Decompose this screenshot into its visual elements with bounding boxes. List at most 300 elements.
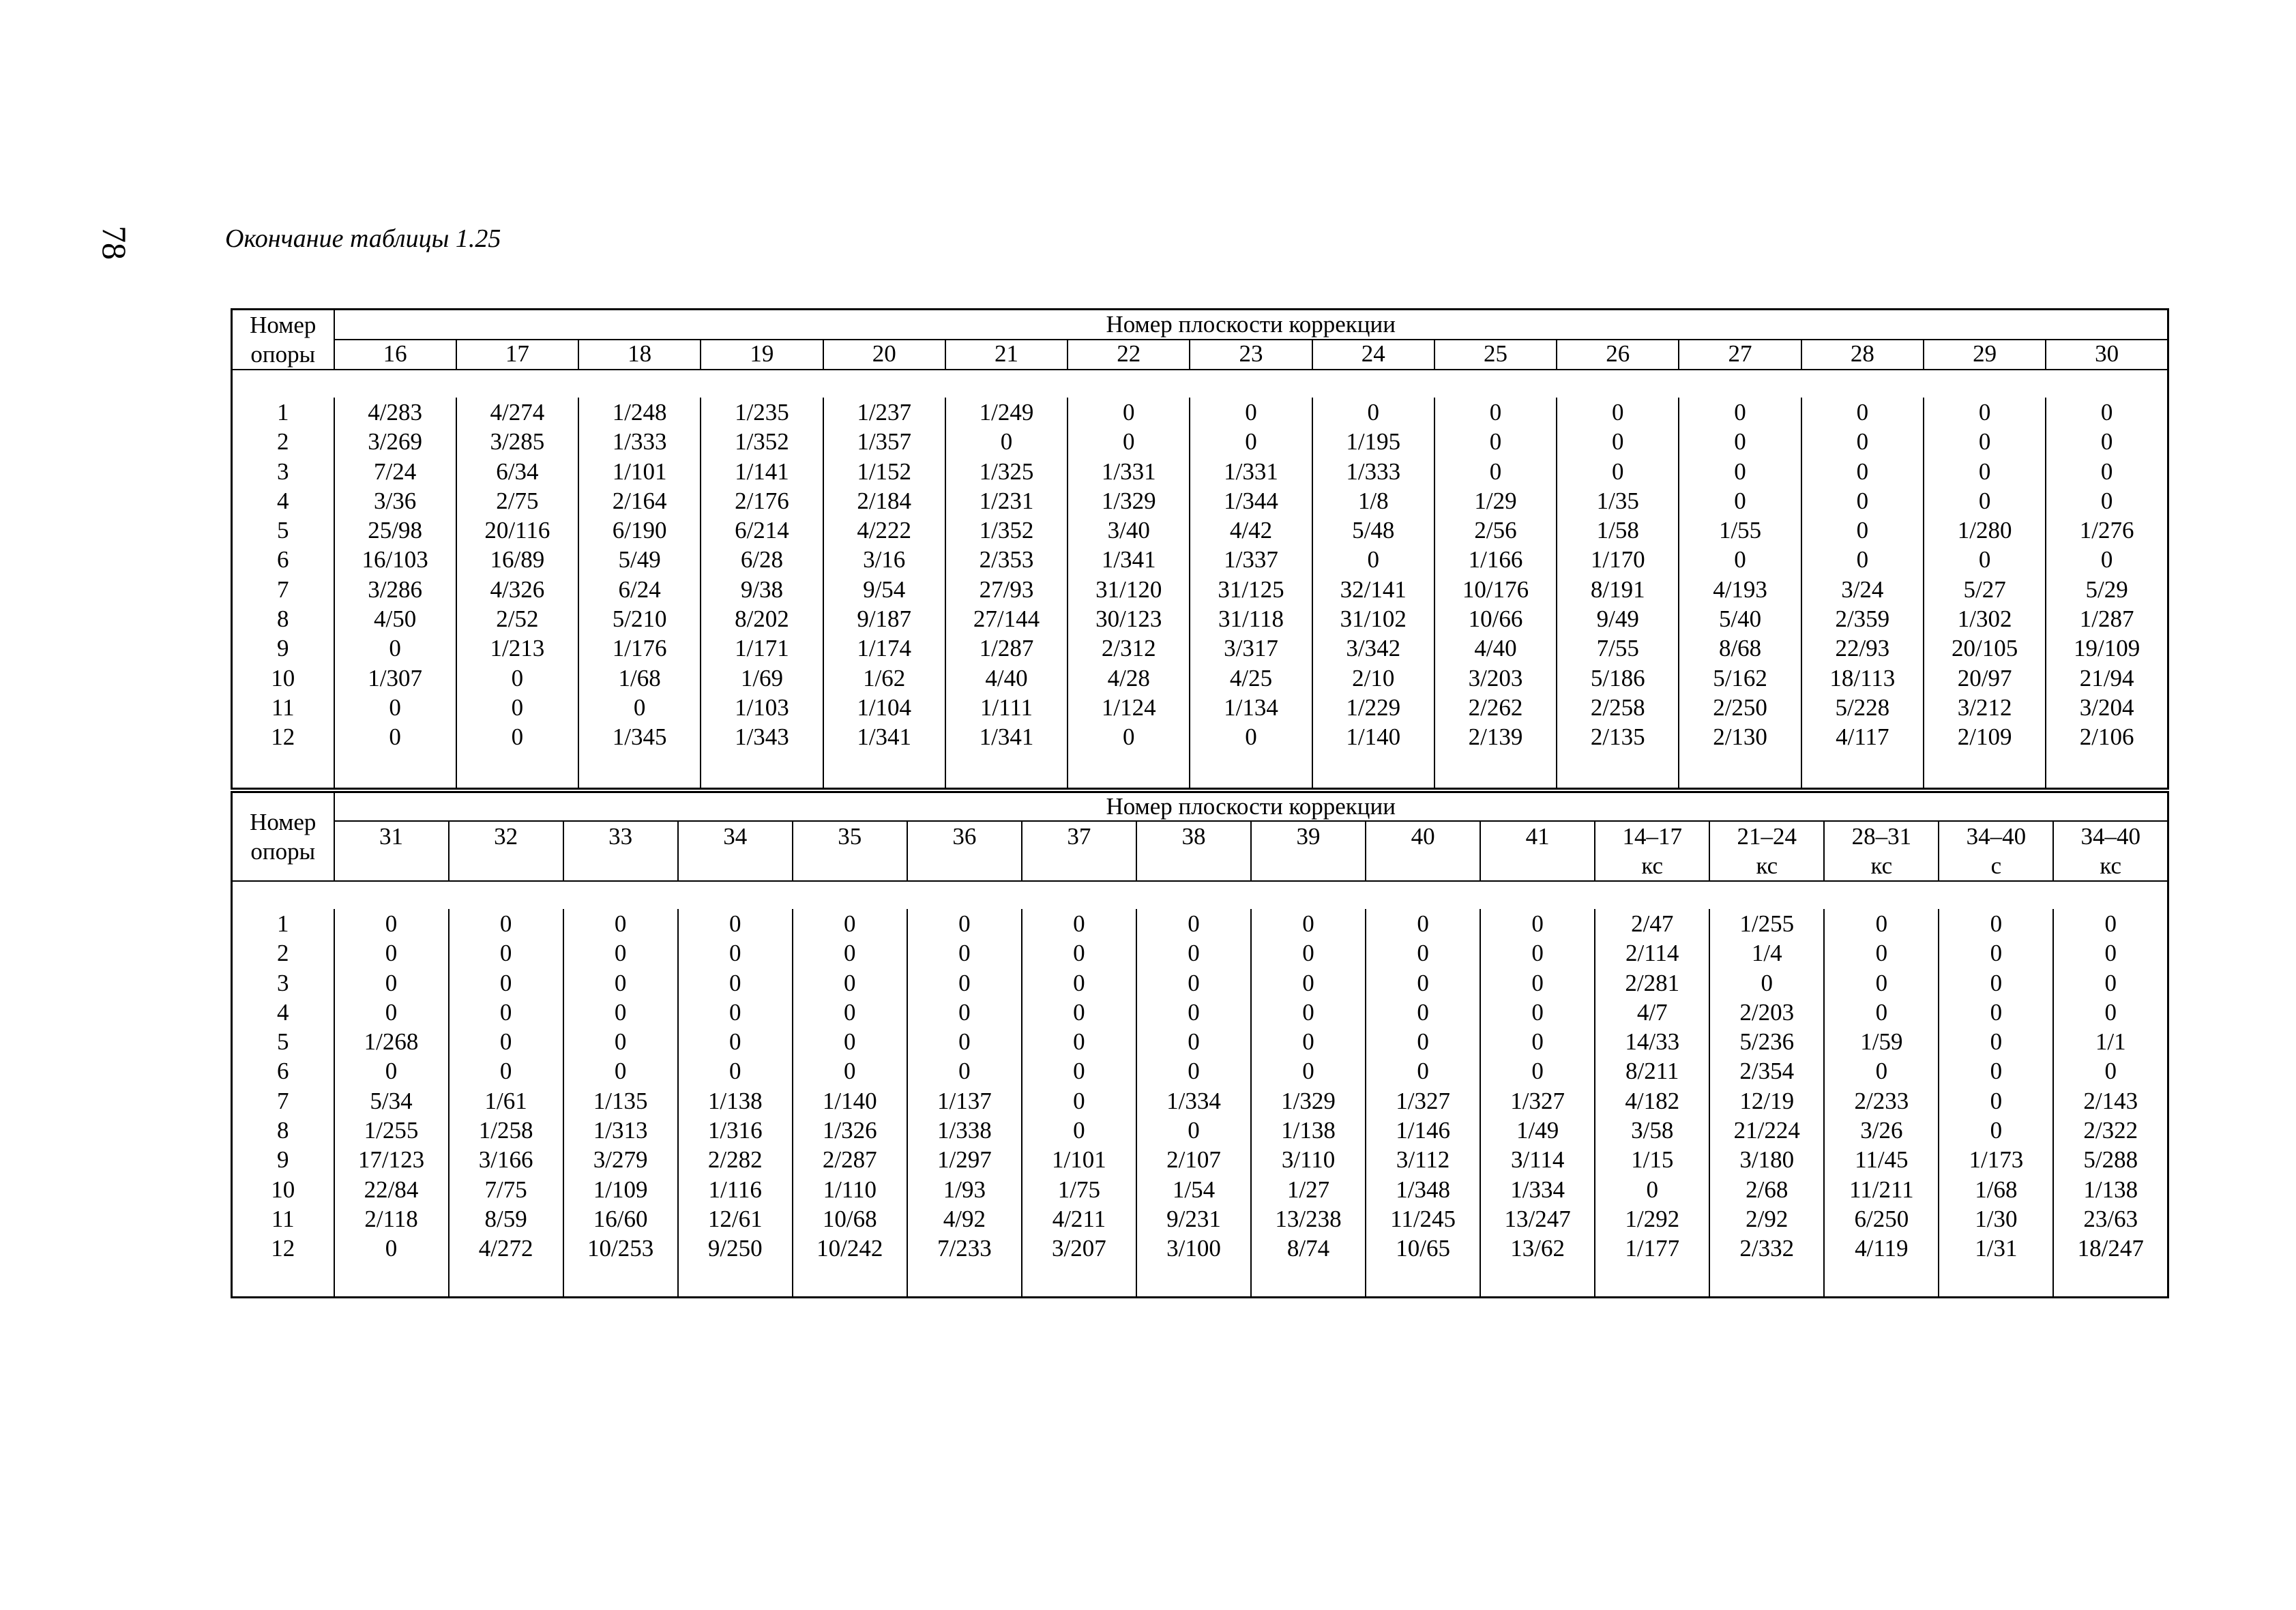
table-cell: 1/333 (1312, 457, 1434, 486)
table-cell: 23/63 (2053, 1204, 2168, 1234)
column-header-line: кс (2100, 852, 2122, 879)
table-cell: 1/111 (945, 693, 1068, 722)
table-cell: 1/352 (701, 427, 823, 456)
spacer (563, 1264, 678, 1298)
table-cell: 0 (456, 722, 578, 751)
support-number: 7 (232, 575, 334, 604)
table-cell: 1/345 (578, 722, 701, 751)
column-header-line: 41 (1525, 823, 1550, 850)
table-cell: 4/119 (1824, 1234, 1939, 1263)
table-cell: 0 (1251, 938, 1366, 968)
table-cell: 0 (678, 998, 793, 1027)
table-row (232, 633, 2168, 663)
table-cell: 21/94 (2046, 664, 2168, 693)
table-cell: 0 (1679, 486, 1801, 516)
table-cell: 1/327 (1366, 1086, 1480, 1116)
column-header (1312, 340, 1434, 370)
table-row (232, 1056, 2168, 1086)
column-header (1939, 821, 2053, 881)
table-cell: 3/203 (1434, 664, 1557, 693)
table-cell: 0 (1366, 909, 1480, 938)
column-group-header: Номер плоскости коррекции (334, 310, 2168, 340)
support-number: 9 (232, 1145, 334, 1174)
table-cell: 10/176 (1434, 575, 1557, 604)
table-cell: 5/186 (1557, 664, 1679, 693)
page-number: 78 (95, 226, 134, 260)
table-cell: 1/255 (1709, 909, 1824, 938)
column-header-line: 17 (505, 340, 529, 367)
table-cell: 0 (449, 1056, 563, 1086)
table-cell: 1/138 (2053, 1175, 2168, 1204)
table-cell: 1/31 (1939, 1234, 2053, 1263)
column-header (2053, 821, 2168, 881)
table-cell: 0 (793, 909, 907, 938)
column-header-line: 21 (994, 340, 1018, 367)
table-cell: 4/40 (945, 664, 1068, 693)
table-cell: 2/68 (1709, 1175, 1824, 1204)
table-cell: 3/286 (334, 575, 456, 604)
table-cell: 0 (578, 693, 701, 722)
table-row (232, 1234, 2168, 1263)
table-cell: 3/58 (1595, 1116, 1709, 1145)
table-cell: 31/118 (1190, 604, 1312, 633)
table-cell: 16/89 (456, 545, 578, 574)
table-cell: 1/213 (456, 633, 578, 663)
table-cell: 13/238 (1251, 1204, 1366, 1234)
table-row (232, 664, 2168, 693)
table-cell: 8/68 (1679, 633, 1801, 663)
table-cell: 0 (793, 1056, 907, 1086)
support-number: 3 (232, 968, 334, 998)
spacer (1190, 752, 1312, 789)
table-cell: 3/166 (449, 1145, 563, 1174)
table-cell: 0 (563, 1027, 678, 1056)
support-number: 1 (232, 398, 334, 427)
column-header-line: 35 (838, 823, 862, 850)
spacer (945, 752, 1068, 789)
table-row (232, 998, 2168, 1027)
column-header-line: 38 (1181, 823, 1206, 850)
table-cell: 1/141 (701, 457, 823, 486)
table-cell: 3/279 (563, 1145, 678, 1174)
table-cell: 4/222 (823, 516, 945, 545)
table-cell: 4/211 (1022, 1204, 1136, 1234)
table-cell: 5/228 (1801, 693, 1924, 722)
table-cell: 9/54 (823, 575, 945, 604)
spacer (1824, 1264, 1939, 1298)
table-cell: 2/262 (1434, 693, 1557, 722)
table-cell: 3/16 (823, 545, 945, 574)
table-cell: 3/36 (334, 486, 456, 516)
table-cell: 0 (449, 968, 563, 998)
table-row (232, 516, 2168, 545)
column-header-line: 16 (383, 340, 407, 367)
table-cell: 0 (678, 1027, 793, 1056)
table-cell: 3/342 (1312, 633, 1434, 663)
table-cell: 0 (1480, 938, 1595, 968)
table-cell: 1/103 (701, 693, 823, 722)
table-cell: 2/203 (1709, 998, 1824, 1027)
table-cell: 2/353 (945, 545, 1068, 574)
table-cell: 9/187 (823, 604, 945, 633)
support-number: 7 (232, 1086, 334, 1116)
support-number: 1 (232, 909, 334, 938)
table-cell: 0 (1480, 1027, 1595, 1056)
table-cell: 0 (678, 968, 793, 998)
table-cell: 0 (793, 998, 907, 1027)
column-header-line: 34–40 (2080, 823, 2140, 850)
row-header-line-1: Номер (250, 809, 317, 835)
table-row (232, 693, 2168, 722)
spacer (678, 1264, 793, 1298)
table-cell: 5/40 (1679, 604, 1801, 633)
table-cell: 2/312 (1068, 633, 1190, 663)
table-cell: 0 (334, 938, 449, 968)
table-cell: 0 (793, 968, 907, 998)
column-header-line: 23 (1239, 340, 1263, 367)
table-cell: 0 (1366, 1056, 1480, 1086)
spacer (578, 752, 701, 789)
support-number: 4 (232, 998, 334, 1027)
table-cell: 9/38 (701, 575, 823, 604)
table-cell: 2/56 (1434, 516, 1557, 545)
table-cell: 1/138 (678, 1086, 793, 1116)
table-cell: 1/341 (1068, 545, 1190, 574)
table-cell: 0 (1939, 938, 2053, 968)
column-header-line: 40 (1411, 823, 1435, 850)
table-cell: 3/112 (1366, 1145, 1480, 1174)
table-row (232, 1116, 2168, 1145)
table-caption: Окончание таблицы 1.25 (225, 224, 501, 253)
table-cell: 2/250 (1679, 693, 1801, 722)
table-cell: 10/242 (793, 1234, 907, 1263)
table-cell: 0 (334, 633, 456, 663)
row-header (232, 792, 334, 882)
table-cell: 2/118 (334, 1204, 449, 1234)
table-cell: 1/307 (334, 664, 456, 693)
support-number: 12 (232, 722, 334, 751)
spacer (1480, 1264, 1595, 1298)
table-cell: 0 (1190, 427, 1312, 456)
table-row (232, 1145, 2168, 1174)
table-cell: 0 (1924, 398, 2046, 427)
table-cell: 11/45 (1824, 1145, 1939, 1174)
table-cell: 0 (334, 998, 449, 1027)
spacer (1366, 1264, 1480, 1298)
table-cell: 1/140 (793, 1086, 907, 1116)
column-header-line: 32 (494, 823, 518, 850)
table-cell: 1/166 (1434, 545, 1557, 574)
table-cell: 1/333 (578, 427, 701, 456)
column-header (1068, 340, 1190, 370)
table-cell: 3/114 (1480, 1145, 1595, 1174)
table-cell: 4/92 (907, 1204, 1022, 1234)
spacer (1595, 1264, 1709, 1298)
spacer (1709, 1264, 1824, 1298)
table-cell: 2/139 (1434, 722, 1557, 751)
table-cell: 31/102 (1312, 604, 1434, 633)
table-cell: 0 (1824, 938, 1939, 968)
table-cell: 0 (1251, 998, 1366, 1027)
table-cell: 0 (1939, 1027, 2053, 1056)
column-header (678, 821, 793, 881)
table-cell: 5/48 (1312, 516, 1434, 545)
column-header-line: с (1990, 852, 2002, 879)
table-cell: 1/30 (1939, 1204, 2053, 1234)
table-cell: 16/103 (334, 545, 456, 574)
table-cell: 0 (1136, 909, 1251, 938)
table-cell: 0 (2053, 968, 2168, 998)
table-cell: 2/135 (1557, 722, 1679, 751)
table-cell: 0 (563, 968, 678, 998)
spacer (232, 1264, 334, 1298)
table-cell: 1/229 (1312, 693, 1434, 722)
table-cell: 1/231 (945, 486, 1068, 516)
table-cell: 1/116 (678, 1175, 793, 1204)
table-cell: 1/292 (1595, 1204, 1709, 1234)
correction-table-1 (231, 308, 2169, 790)
table-cell: 1/237 (823, 398, 945, 427)
column-header (1557, 340, 1679, 370)
table-cell: 0 (334, 1056, 449, 1086)
table-cell: 0 (2046, 486, 2168, 516)
table-cell: 10/66 (1434, 604, 1557, 633)
table-cell: 0 (678, 909, 793, 938)
table-cell: 0 (334, 909, 449, 938)
table-cell: 1/343 (701, 722, 823, 751)
table-cell: 6/34 (456, 457, 578, 486)
table-cell: 1/313 (563, 1116, 678, 1145)
table-cell: 0 (1312, 398, 1434, 427)
table-cell: 1/61 (449, 1086, 563, 1116)
column-header (1595, 821, 1709, 881)
table-cell: 1/59 (1824, 1027, 1939, 1056)
table-cell: 0 (907, 909, 1022, 938)
table-cell: 14/33 (1595, 1027, 1709, 1056)
table-cell: 8/74 (1251, 1234, 1366, 1263)
support-number: 11 (232, 1204, 334, 1234)
table-cell: 1/341 (823, 722, 945, 751)
table-cell: 0 (1557, 427, 1679, 456)
table-cell: 0 (1939, 1056, 2053, 1086)
table-cell: 4/28 (1068, 664, 1190, 693)
table-cell: 1/174 (823, 633, 945, 663)
row-header-line-2: опоры (250, 838, 316, 865)
table-cell: 0 (1709, 968, 1824, 998)
table-cell: 3/212 (1924, 693, 2046, 722)
table-cell: 0 (1480, 909, 1595, 938)
table-cell: 1/54 (1136, 1175, 1251, 1204)
column-header (2046, 340, 2168, 370)
table-cell: 8/191 (1557, 575, 1679, 604)
column-header-line: 28 (1850, 340, 1874, 367)
spacer (1924, 752, 2046, 789)
column-header (1801, 340, 1924, 370)
table-cell: 0 (1480, 1056, 1595, 1086)
spacer (793, 1264, 907, 1298)
table-cell: 1/297 (907, 1145, 1022, 1174)
table-cell: 5/29 (2046, 575, 2168, 604)
column-header (1434, 340, 1557, 370)
spacer (907, 1264, 1022, 1298)
table-cell: 13/247 (1480, 1204, 1595, 1234)
table-cell: 0 (1924, 486, 2046, 516)
support-number: 10 (232, 1175, 334, 1204)
table-cell: 0 (1251, 1027, 1366, 1056)
spacer (232, 881, 2168, 909)
table-cell: 0 (1924, 427, 2046, 456)
table-cell: 4/7 (1595, 998, 1709, 1027)
table-cell: 22/93 (1801, 633, 1924, 663)
table-cell: 3/24 (1801, 575, 1924, 604)
table-cell: 2/130 (1679, 722, 1801, 751)
correction-table-2 (231, 791, 2169, 1298)
column-header-line: 36 (952, 823, 977, 850)
table-cell: 8/202 (701, 604, 823, 633)
table-cell: 0 (1679, 457, 1801, 486)
column-header (1924, 340, 2046, 370)
table-cell: 0 (1022, 909, 1136, 938)
table-row (232, 604, 2168, 633)
table-cell: 1/140 (1312, 722, 1434, 751)
table-cell: 1/62 (823, 664, 945, 693)
table-cell: 0 (1679, 545, 1801, 574)
table-cell: 1/68 (1939, 1175, 2053, 1204)
spacer (1939, 1264, 2053, 1298)
table-cell: 0 (2046, 427, 2168, 456)
table-cell: 0 (2046, 398, 2168, 427)
table-cell: 0 (2053, 938, 2168, 968)
table-cell: 6/214 (701, 516, 823, 545)
column-header (907, 821, 1022, 881)
column-header (1022, 821, 1136, 881)
table-cell: 1/75 (1022, 1175, 1136, 1204)
table-cell: 1/135 (563, 1086, 678, 1116)
table-cell: 1/58 (1557, 516, 1679, 545)
table-cell: 0 (1190, 398, 1312, 427)
table-cell: 18/113 (1801, 664, 1924, 693)
support-number: 8 (232, 604, 334, 633)
table-cell: 6/28 (701, 545, 823, 574)
table-cell: 0 (907, 1027, 1022, 1056)
column-header (1480, 821, 1595, 881)
row-header-line-1: Номер (250, 312, 317, 338)
column-header-line: кс (1870, 852, 1893, 879)
table-cell: 0 (2053, 1056, 2168, 1086)
table-cell: 4/193 (1679, 575, 1801, 604)
table-cell: 0 (1801, 398, 1924, 427)
table-cell: 3/180 (1709, 1145, 1824, 1174)
table-cell: 2/176 (701, 486, 823, 516)
table-cell: 1/326 (793, 1116, 907, 1145)
table-cell: 1/255 (334, 1116, 449, 1145)
table-cell: 0 (1251, 1056, 1366, 1086)
table-cell: 1/137 (907, 1086, 1022, 1116)
table-cell: 30/123 (1068, 604, 1190, 633)
table-cell: 31/125 (1190, 575, 1312, 604)
table-cell: 0 (2046, 545, 2168, 574)
table-cell: 2/109 (1924, 722, 2046, 751)
table-cell: 0 (1824, 909, 1939, 938)
table-cell: 0 (1939, 909, 2053, 938)
table-cell: 0 (1136, 998, 1251, 1027)
table-cell: 0 (678, 938, 793, 968)
table-cell: 0 (1251, 909, 1366, 938)
table-cell: 0 (449, 998, 563, 1027)
table-cell: 0 (1366, 968, 1480, 998)
column-header-line: 37 (1067, 823, 1091, 850)
table-cell: 2/114 (1595, 938, 1709, 968)
column-header-line: 27 (1728, 340, 1752, 367)
table-cell: 0 (1939, 1086, 2053, 1116)
table-cell: 0 (1939, 998, 2053, 1027)
table-cell: 3/207 (1022, 1234, 1136, 1263)
table-cell: 0 (945, 427, 1068, 456)
table-cell: 1/152 (823, 457, 945, 486)
table-cell: 4/283 (334, 398, 456, 427)
column-header-line: 22 (1117, 340, 1141, 367)
table-cell: 6/190 (578, 516, 701, 545)
table-cell: 25/98 (334, 516, 456, 545)
table-row (232, 968, 2168, 998)
table-cell: 2/354 (1709, 1056, 1824, 1086)
table-cell: 1/1 (2053, 1027, 2168, 1056)
table-cell: 5/236 (1709, 1027, 1824, 1056)
table-cell: 0 (1022, 1086, 1136, 1116)
spacer (823, 752, 945, 789)
table-cell: 22/84 (334, 1175, 449, 1204)
table-cell: 2/47 (1595, 909, 1709, 938)
support-number: 4 (232, 486, 334, 516)
table-cell: 1/341 (945, 722, 1068, 751)
column-header-line: 26 (1606, 340, 1630, 367)
table-cell: 1/177 (1595, 1234, 1709, 1263)
column-header-line: 20 (872, 340, 896, 367)
table-cell: 0 (334, 1234, 449, 1263)
table-cell: 0 (1939, 968, 2053, 998)
column-header-line: 28–31 (1851, 823, 1912, 850)
table-cell: 1/276 (2046, 516, 2168, 545)
table-cell: 2/106 (2046, 722, 2168, 751)
support-number: 3 (232, 457, 334, 486)
table-cell: 9/231 (1136, 1204, 1251, 1234)
column-header-line: 14–17 (1622, 823, 1682, 850)
spacer (1434, 752, 1557, 789)
column-header-line: 34–40 (1966, 823, 2027, 850)
table-cell: 4/274 (456, 398, 578, 427)
spacer (456, 752, 578, 789)
table-cell: 32/141 (1312, 575, 1434, 604)
table-cell: 7/233 (907, 1234, 1022, 1263)
table-row (232, 486, 2168, 516)
table-cell: 2/184 (823, 486, 945, 516)
table-cell: 0 (907, 998, 1022, 1027)
column-header-line: 30 (2095, 340, 2119, 367)
support-number: 6 (232, 1056, 334, 1086)
table-cell: 5/288 (2053, 1145, 2168, 1174)
support-number: 8 (232, 1116, 334, 1145)
table-cell: 1/235 (701, 398, 823, 427)
table-cell: 11/211 (1824, 1175, 1939, 1204)
table-cell: 27/144 (945, 604, 1068, 633)
table-cell: 0 (334, 722, 456, 751)
table-cell: 0 (449, 1027, 563, 1056)
table-cell: 5/162 (1679, 664, 1801, 693)
column-header (449, 821, 563, 881)
table-cell: 11/245 (1366, 1204, 1480, 1234)
spacer (1679, 752, 1801, 789)
column-header (1679, 340, 1801, 370)
